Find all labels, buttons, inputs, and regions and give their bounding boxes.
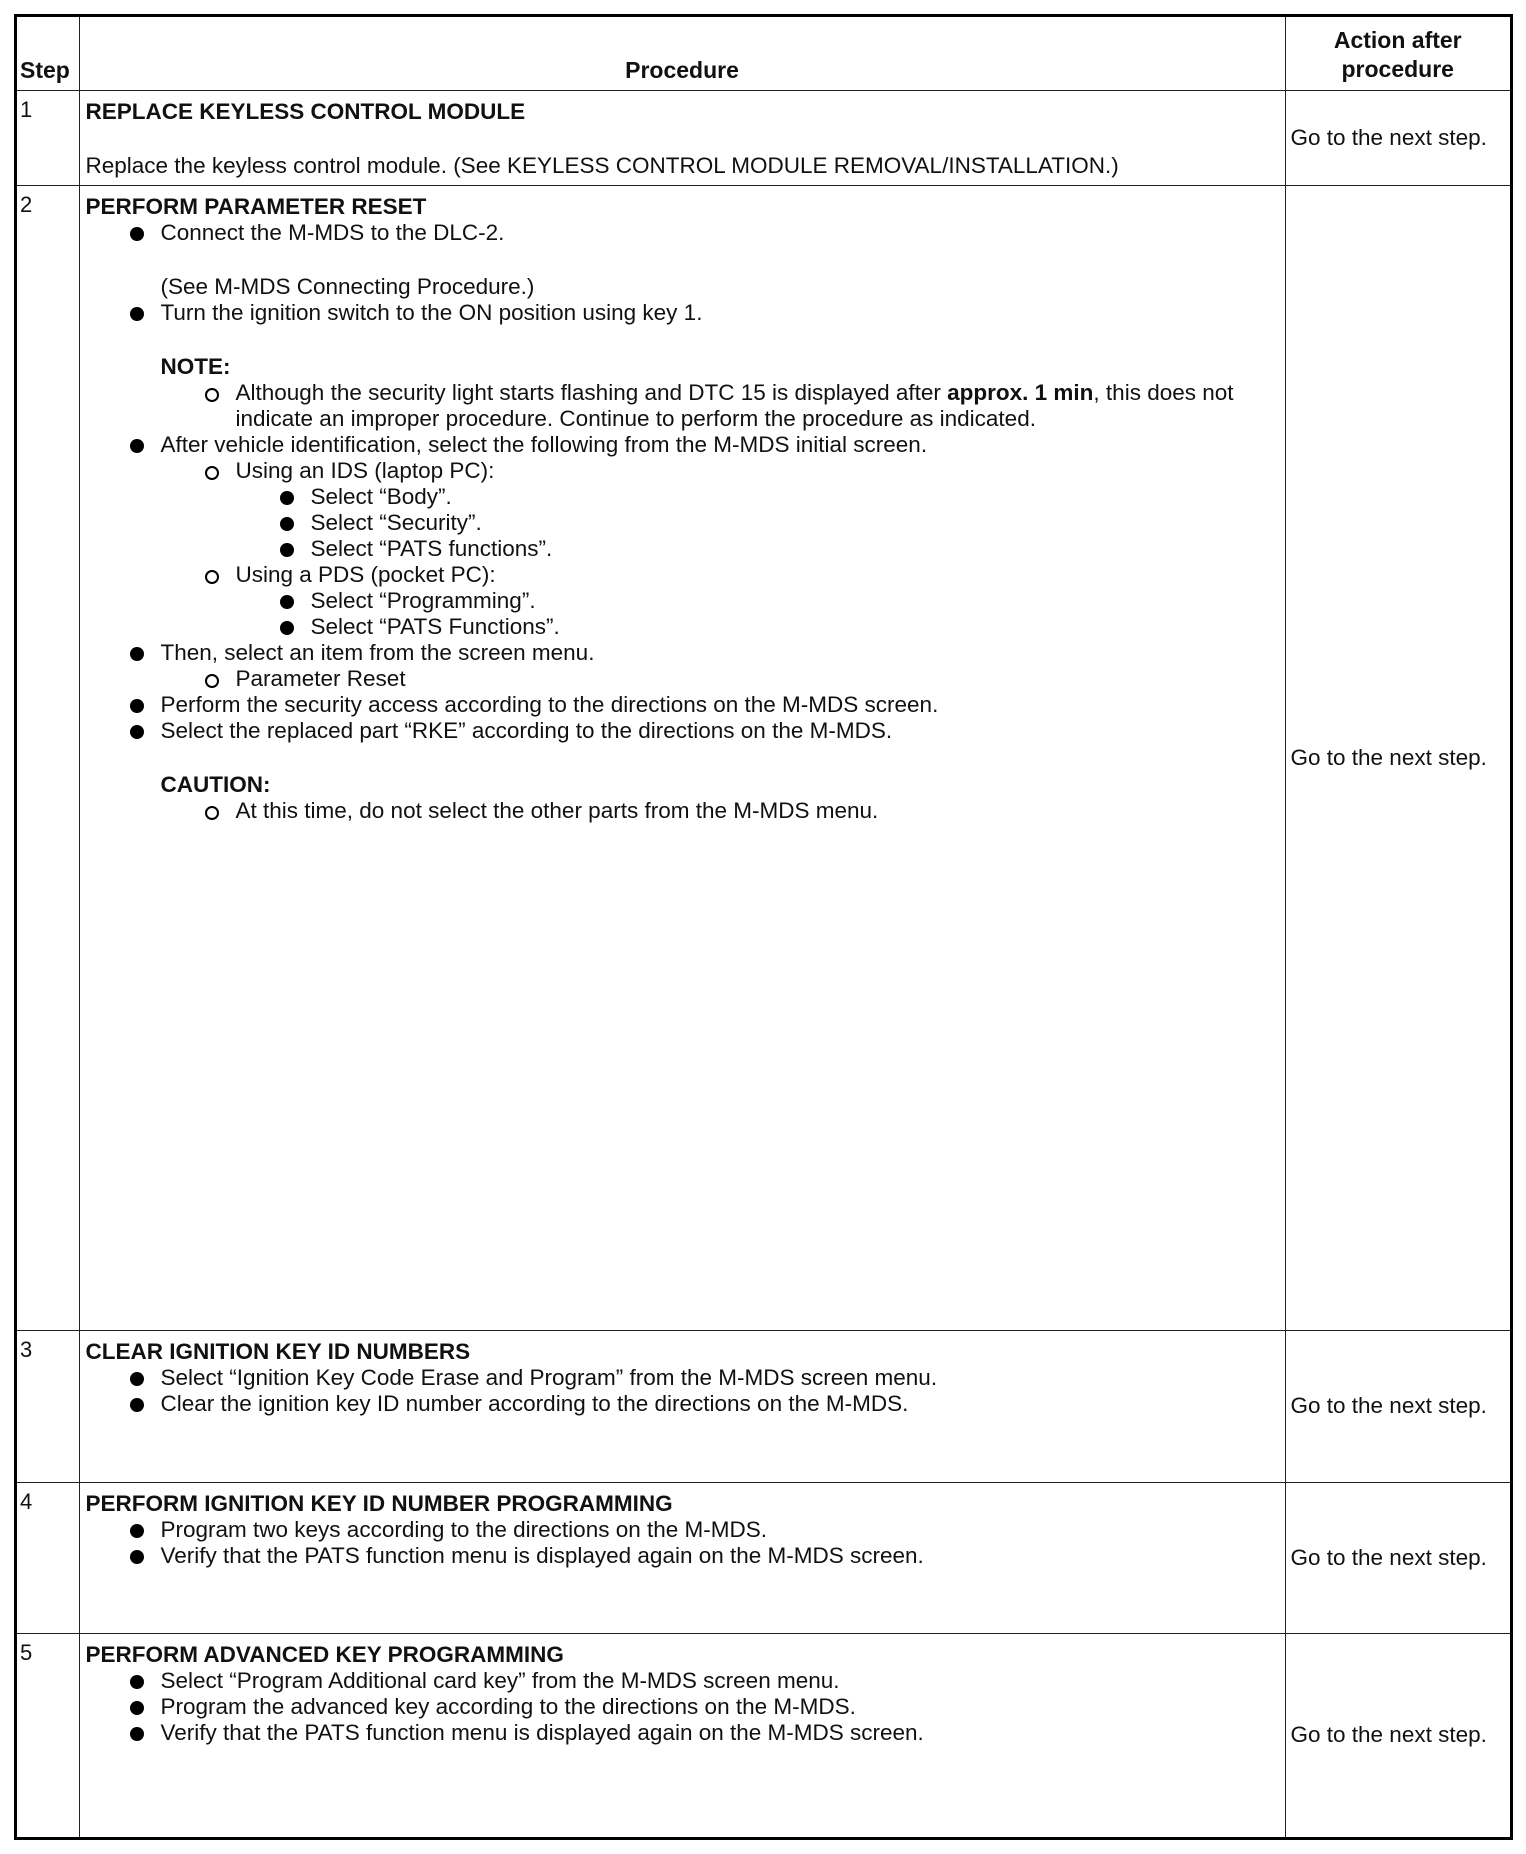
sub-bullet-item: At this time, do not select the other parts from the M-MDS menu. bbox=[86, 798, 1279, 824]
note-emphasis: approx. 1 min bbox=[947, 379, 1094, 405]
step-title: PERFORM PARAMETER RESET bbox=[85, 193, 427, 219]
step-number: 3 bbox=[17, 1330, 79, 1482]
note-label: NOTE: bbox=[160, 353, 231, 379]
action-text: Go to the next step. bbox=[1290, 1722, 1487, 1748]
procedure-document bbox=[14, 14, 1513, 1840]
sub-bullet-item: Parameter Reset bbox=[86, 666, 1279, 692]
action-text: Go to the next step. bbox=[1290, 1393, 1487, 1418]
sub-sub-bullet-item: Select “PATS Functions”. bbox=[86, 614, 1279, 640]
action-cell bbox=[1285, 1330, 1510, 1482]
action-cell bbox=[1285, 1482, 1510, 1633]
action-text: Go to the next step. bbox=[1290, 1544, 1487, 1570]
table-row bbox=[17, 90, 1510, 185]
table-row bbox=[17, 1633, 1510, 1837]
step-number: 1 bbox=[17, 90, 79, 185]
step-number: 4 bbox=[17, 1482, 79, 1633]
step-number: 2 bbox=[17, 185, 79, 1330]
sub-sub-bullet-item: Select “Body”. bbox=[86, 484, 1279, 510]
header-procedure: Procedure bbox=[79, 17, 1285, 90]
procedure-cell bbox=[79, 1633, 1285, 1837]
bullet-item: Connect the M-MDS to the DLC-2. bbox=[86, 220, 1279, 246]
action-cell bbox=[1285, 1633, 1510, 1837]
action-text: Go to the next step. bbox=[1290, 744, 1487, 770]
table-row bbox=[17, 1482, 1510, 1633]
bullet-item: Verify that the PATS function menu is displayed again on the M-MDS screen. bbox=[86, 1543, 1279, 1569]
procedure-table bbox=[17, 17, 1510, 1837]
bullet-item: Turn the ignition switch to the ON position using key 1. bbox=[86, 300, 1279, 326]
table-row bbox=[17, 1330, 1510, 1482]
table-row bbox=[17, 185, 1510, 1330]
bullet-item: Select “Ignition Key Code Erase and Program” from the M-MDS screen menu. bbox=[86, 1365, 1279, 1391]
action-cell bbox=[1285, 185, 1510, 1330]
table-header-row bbox=[17, 17, 1510, 90]
bullet-item: Verify that the PATS function menu is displayed again on the M-MDS screen. bbox=[86, 1720, 1279, 1746]
procedure-cell bbox=[79, 90, 1285, 185]
bullet-item: Select the replaced part “RKE” according to the directions on the M-MDS. bbox=[86, 718, 1279, 744]
sub-bullet-item: Using an IDS (laptop PC): bbox=[86, 458, 1279, 484]
bullet-item: Program two keys according to the directions on the M-MDS. bbox=[86, 1517, 1279, 1543]
bullet-item: Program the advanced key according to the directions on the M-MDS. bbox=[86, 1694, 1279, 1720]
header-step: Step bbox=[17, 17, 79, 90]
procedure-cell bbox=[79, 185, 1285, 1330]
bullet-item: Select “Program Additional card key” from the M-MDS screen menu. bbox=[86, 1668, 1279, 1694]
bullet-item: Perform the security access according to the directions on the M-MDS screen. bbox=[86, 692, 1279, 718]
bullet-item: Clear the ignition key ID number according to the directions on the M-MDS. bbox=[86, 1391, 1279, 1417]
action-text: Go to the next step. bbox=[1290, 124, 1487, 150]
procedure-cell bbox=[79, 1330, 1285, 1482]
step-number: 5 bbox=[17, 1633, 79, 1837]
sub-sub-bullet-item: Select “Security”. bbox=[86, 510, 1279, 536]
step-title: REPLACE KEYLESS CONTROL MODULE bbox=[85, 98, 526, 124]
note-text: Although the security light starts flashing and DTC 15 is displayed after bbox=[235, 379, 948, 405]
sub-sub-bullet-item: Select “PATS functions”. bbox=[86, 536, 1279, 562]
note-text-continued: , this does not indicate an improper procedure. Continue to perform the procedure as indicated. bbox=[235, 379, 1234, 431]
step-title: CLEAR IGNITION KEY ID NUMBERS bbox=[85, 1338, 471, 1364]
step-title: PERFORM ADVANCED KEY PROGRAMMING bbox=[85, 1641, 564, 1667]
action-cell bbox=[1285, 90, 1510, 185]
procedure-text: Replace the keyless control module. (See KEYLESS CONTROL MODULE REMOVAL/INSTALLATION.) bbox=[85, 152, 1119, 178]
header-action: Action after procedure bbox=[1285, 17, 1510, 90]
bullet-item: After vehicle identification, select the following from the M-MDS initial screen. bbox=[86, 432, 1279, 458]
reference-text: (See M-MDS Connecting Procedure.) bbox=[160, 273, 535, 299]
step-title: PERFORM IGNITION KEY ID NUMBER PROGRAMMING bbox=[85, 1490, 673, 1516]
procedure-cell bbox=[79, 1482, 1285, 1633]
bullet-item: Then, select an item from the screen menu. bbox=[86, 640, 1279, 666]
sub-bullet-item: Using a PDS (pocket PC): bbox=[86, 562, 1279, 588]
sub-bullet-item bbox=[86, 380, 1279, 432]
sub-sub-bullet-item: Select “Programming”. bbox=[86, 588, 1279, 614]
caution-label: CAUTION: bbox=[160, 771, 271, 797]
